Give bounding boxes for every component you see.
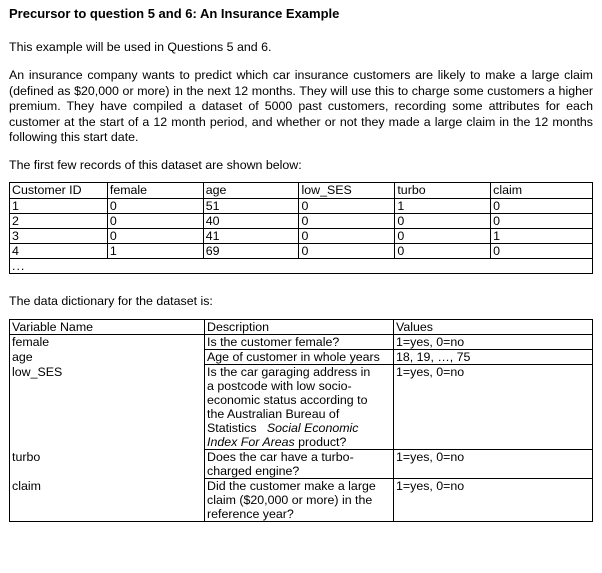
description-line	[207, 421, 391, 435]
values-cell: 18, 19, …, 75	[394, 350, 593, 365]
table-row	[10, 213, 593, 228]
description-line: Does the car have a turbo-	[207, 450, 354, 465]
description-cell	[205, 479, 394, 522]
variable-name-cell: turbo	[10, 450, 205, 479]
records-header-row	[10, 182, 593, 198]
description-line: a postcode with low socio-	[207, 379, 352, 394]
dictionary-lead-text: The data dictionary for the dataset is:	[9, 293, 213, 308]
variable-name-cell: female	[10, 335, 205, 350]
dictionary-row-low-ses	[10, 365, 593, 450]
description-line	[207, 435, 391, 449]
records-header-turbo: turbo	[395, 182, 491, 198]
table-cell: 0	[107, 213, 203, 228]
records-header-claim: claim	[491, 182, 593, 198]
table-cell: 40	[203, 213, 299, 228]
values-cell: 1=yes, 0=no	[394, 450, 593, 479]
dictionary-row-female	[10, 335, 593, 350]
table-cell: 0	[395, 243, 491, 258]
description-cell: Age of customer in whole years	[205, 350, 394, 365]
dictionary-header-values: Values	[394, 320, 593, 335]
table-cell: 41	[203, 228, 299, 243]
table-cell: 51	[203, 198, 299, 213]
table-cell: 0	[395, 213, 491, 228]
records-lead-text: The first few records of this dataset are shown below:	[9, 158, 302, 173]
variable-name-cell: claim	[10, 479, 205, 522]
records-continuation-marker: ...	[12, 258, 26, 273]
table-cell: 0	[299, 243, 395, 258]
description-line: Did the customer make a large	[207, 479, 376, 494]
table-cell: 1	[491, 228, 593, 243]
table-row	[10, 198, 593, 213]
variable-name-cell: low_SES	[10, 365, 205, 450]
table-cell: 0	[491, 198, 593, 213]
table-cell: 3	[10, 228, 108, 243]
table-cell: 4	[10, 243, 108, 258]
description-cell	[205, 450, 394, 479]
description-paragraph: An insurance company wants to predict which car insurance customers are likely to make a large claim (defined as $20,000 or more) in the next 12 months. They will use this to charge some customers a higher premium. They have compiled a dataset of 5000 past customers, recording some attributes for each customer at the start of a 12 month period, and whether or not they made a large claim in the 12 months following this start date.	[9, 68, 593, 145]
records-header-customer-id: Customer ID	[10, 182, 108, 198]
intro-text: This example will be used in Questions 5 and 6.	[9, 40, 272, 54]
records-continuation-row	[10, 258, 593, 273]
dictionary-header-description: Description	[205, 320, 394, 335]
records-header-age: age	[203, 182, 299, 198]
page-title: Precursor to question 5 and 6: An Insurance Example	[9, 6, 340, 21]
values-cell: 1=yes, 0=no	[396, 479, 465, 494]
dictionary-header-variable-name: Variable Name	[10, 320, 205, 335]
dictionary-row-age	[10, 350, 593, 365]
description-cell: Is the customer female?	[205, 335, 394, 350]
dictionary-row-claim	[10, 479, 593, 522]
table-cell: 1	[107, 243, 203, 258]
values-cell: 1=yes, 0=no	[394, 365, 593, 450]
description-line: the Australian Bureau of	[207, 407, 340, 422]
description-text: product?	[298, 435, 347, 450]
description-cell	[205, 365, 394, 450]
table-cell: 69	[203, 243, 299, 258]
description-italic-text: Social Economic	[266, 421, 359, 436]
description-line: charged engine?	[207, 464, 300, 479]
description-line: Is the car garaging address in	[207, 365, 371, 380]
records-header-low-ses: low_SES	[299, 182, 395, 198]
variable-name-cell: age	[10, 350, 205, 365]
table-cell: 0	[395, 228, 491, 243]
description-line: economic status according to	[207, 393, 368, 408]
table-cell: 0	[299, 228, 395, 243]
data-dictionary-table	[9, 319, 593, 522]
table-cell: 2	[10, 213, 108, 228]
table-cell: 0	[491, 213, 593, 228]
table-cell: 0	[107, 228, 203, 243]
description-text: Statistics	[207, 421, 257, 436]
description-line: claim ($20,000 or more) in the	[207, 493, 373, 508]
records-header-female: female	[107, 182, 203, 198]
table-cell: 1	[395, 198, 491, 213]
table-cell: 0	[299, 213, 395, 228]
table-cell: 0	[491, 243, 593, 258]
document-page	[9, 6, 593, 522]
table-cell: 1	[10, 198, 108, 213]
table-row	[10, 228, 593, 243]
dictionary-header-row	[10, 320, 593, 335]
dictionary-row-turbo	[10, 450, 593, 479]
table-row	[10, 243, 593, 258]
table-cell: 0	[299, 198, 395, 213]
description-line: reference year?	[207, 507, 294, 522]
table-cell: 0	[107, 198, 203, 213]
values-cell: 1=yes, 0=no	[394, 335, 593, 350]
description-italic-text: Index For Areas	[207, 435, 295, 450]
records-table	[9, 182, 593, 274]
